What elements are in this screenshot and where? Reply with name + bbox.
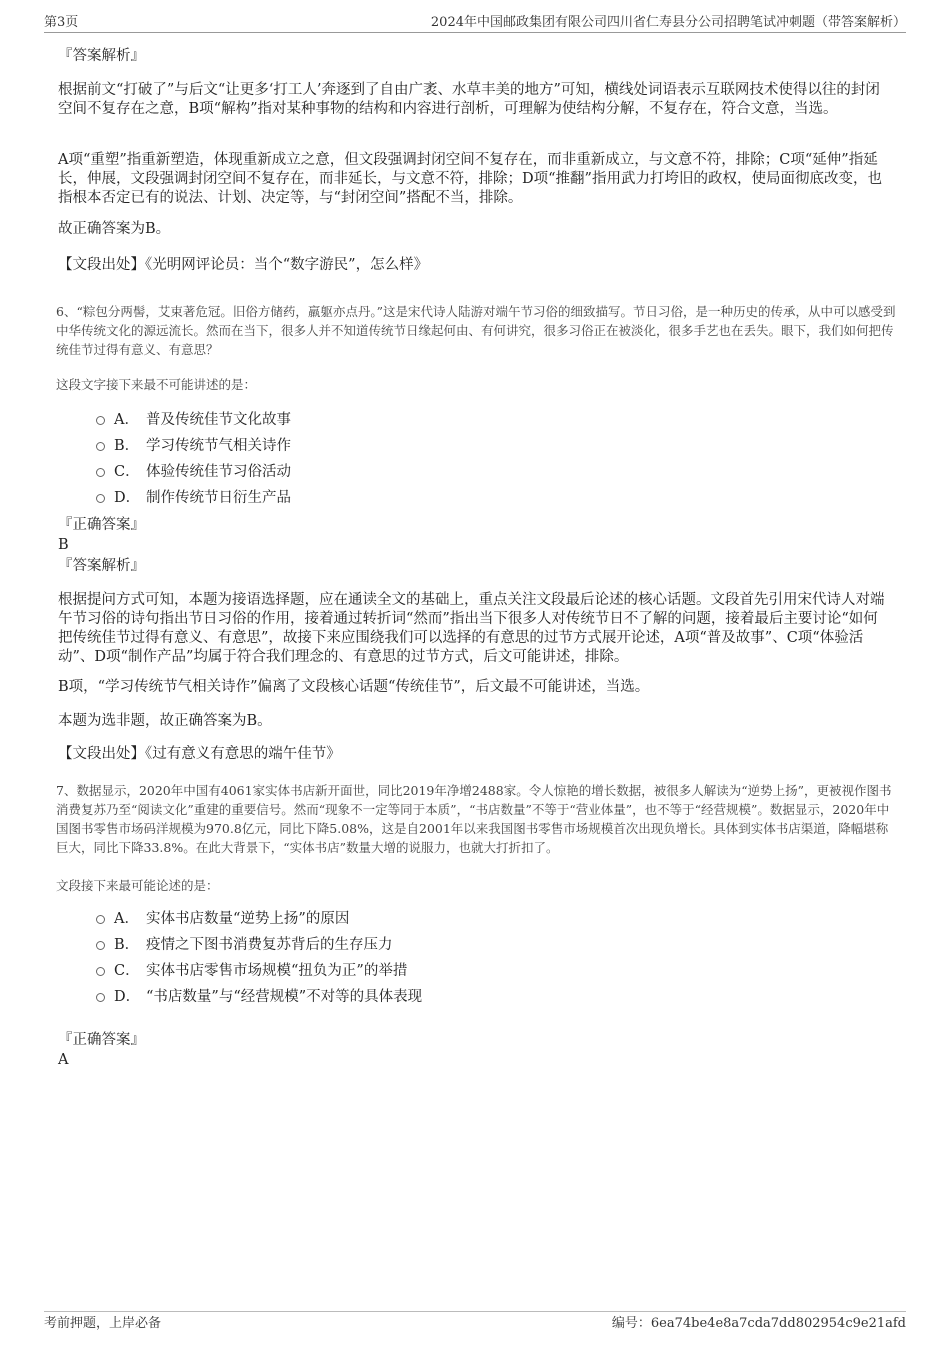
option-letter: A． xyxy=(114,911,139,927)
option-b[interactable] xyxy=(96,436,291,456)
correct-answer: B xyxy=(58,537,69,553)
source-citation: 【文段出处】《光明网评论员：当个“数字游民”，怎么样》 xyxy=(58,257,429,273)
option-letter: C． xyxy=(114,464,140,480)
option-letter: C． xyxy=(114,963,140,979)
analysis-paragraph: 根据提问方式可知，本题为接语选择题，应在通读全文的基础上，重点关注文段最后论述的核心话题。文段首先引用宋代诗人对端午节习俗的诗句指出节日习俗的作用，接着通过转折词“然而”指出当下很多人对传统节日不了解的问题，接着最后主要讨论“如何把传统佳节过得有意义、有意思”，故接下来应围绕我们可以选择的有意思的过节方式展开论述，A项“普及故事”、C项“体验活动”、D项“制作产品”均属于符合我们理念的、有意思的过节方式，后文可能讲述，排除。 xyxy=(58,592,885,665)
option-letter: B． xyxy=(114,438,140,454)
radio-icon[interactable] xyxy=(96,993,105,1002)
question-prompt: 这段文字接下来最不可能讲述的是： xyxy=(56,377,257,392)
radio-icon[interactable] xyxy=(96,494,105,503)
analysis-paragraph: 根据前文“打破了”与后文“让更多‘打工人’奔逐到了自由广袤、水草丰美的地方”可知，横线处词语表示互联网技术使得以往的封闭空间不复存在之意，B项“解构”指对某种事物的结构和内容进行剖析，可理解为使结构分解，不复存在，符合文意，当选。 xyxy=(58,82,880,117)
option-a[interactable] xyxy=(96,410,291,430)
question-stem: 7、数据显示，2020年中国有4061家实体书店新开面世，同比2019年净增2488家。令人惊艳的增长数据，被很多人解读为“逆势上扬”，更被视作图书消费复苏乃至“阅读文化”重建的重要信号。然而“现象不一定等同于本质”，“书店数量”不等于“营业体量”，也不等于“经营规模”。数据显示，2020年中国图书零售市场码洋规模为970.8亿元，同比下降5.08%，这是自2001年以来我国图书零售市场规模首次出现负增长。具体到实体书店渠道，降幅堪称巨大，同比下降33.8%。在此大背景下，“实体书店”数量大增的说服力，也就大打折扣了。 xyxy=(56,783,892,855)
option-text: 学习传统节气相关诗作 xyxy=(146,438,291,454)
option-d[interactable] xyxy=(96,488,291,508)
option-c[interactable] xyxy=(96,462,291,482)
option-letter: B． xyxy=(114,937,140,953)
page-header xyxy=(44,14,906,33)
option-text: 体验传统佳节习俗活动 xyxy=(146,464,291,480)
correct-answer: A xyxy=(58,1052,69,1068)
document-id: 编号：6ea74be4e8a7cda7dd802954c9e21afd xyxy=(611,1316,906,1331)
answer-tag: 『正确答案』 xyxy=(58,517,145,533)
option-letter: D． xyxy=(114,989,141,1005)
radio-icon[interactable] xyxy=(96,967,105,976)
answer-tag: 『正确答案』 xyxy=(58,1032,145,1048)
option-text: 普及传统佳节文化故事 xyxy=(146,412,291,428)
option-a[interactable] xyxy=(96,909,349,929)
option-text: 疫情之下图书消费复苏背后的生存压力 xyxy=(146,937,393,953)
option-text: 制作传统节日衍生产品 xyxy=(146,490,291,506)
page-footer xyxy=(44,1311,906,1332)
radio-icon[interactable] xyxy=(96,416,105,425)
radio-icon[interactable] xyxy=(96,442,105,451)
conclusion-paragraph: 故正确答案为B。 xyxy=(58,221,171,237)
question-stem: 6、“粽包分两髻，艾束著危冠。旧俗方储药，羸躯亦点丹。”这是宋代诗人陆游对端午节习俗的细致描写。节日习俗，是一种历史的传承，从中可以感受到中华传统文化的源远流长。然而在当下，很多人并不知道传统节日缘起何由、有何讲究，很多习俗正在被淡化，很多手艺也在丢失。眼下，我们如何把传统佳节过得有意义、有意思？ xyxy=(56,304,896,357)
option-b[interactable] xyxy=(96,935,393,955)
option-c[interactable] xyxy=(96,961,407,981)
radio-icon[interactable] xyxy=(96,915,105,924)
option-letter: D． xyxy=(114,490,141,506)
option-letter: A． xyxy=(114,412,139,428)
radio-icon[interactable] xyxy=(96,468,105,477)
option-text: 实体书店数量“逆势上扬”的原因 xyxy=(146,911,350,927)
analysis-paragraph: A项“重塑”指重新塑造，体现重新成立之意，但文段强调封闭空间不复存在，而非重新成立，与文意不符，排除；C项“延伸”指延长，伸展，文段强调封闭空间不复存在，而非延长，与文意不符，排除；D项“推翻”指用武力打垮旧的政权，使局面彻底改变，也指根本否定已有的说法、计划、决定等，与“封闭空间”搭配不当，排除。 xyxy=(58,152,882,206)
footer-slogan: 考前押题，上岸必备 xyxy=(44,1316,162,1331)
option-text: “书店数量”与“经营规模”不对等的具体表现 xyxy=(146,989,423,1005)
analysis-paragraph: B项，“学习传统节气相关诗作”偏离了文段核心话题“传统佳节”，后文最不可能讲述，当选。 xyxy=(58,679,650,695)
option-text: 实体书店零售市场规模“扭负为正”的举措 xyxy=(146,963,408,979)
conclusion-paragraph: 本题为选非题，故正确答案为B。 xyxy=(58,713,272,729)
analysis-tag: 『答案解析』 xyxy=(58,558,145,574)
question-prompt: 文段接下来最可能论述的是： xyxy=(56,878,219,893)
document-title: 2024年中国邮政集团有限公司四川省仁寿县分公司招聘笔试冲刺题（带答案解析） xyxy=(430,15,906,30)
radio-icon[interactable] xyxy=(96,941,105,950)
page-number: 第3页 xyxy=(44,15,79,30)
source-citation: 【文段出处】《过有意义有意思的端午佳节》 xyxy=(58,746,341,762)
option-d[interactable] xyxy=(96,987,422,1007)
analysis-tag: 『答案解析』 xyxy=(58,48,145,64)
